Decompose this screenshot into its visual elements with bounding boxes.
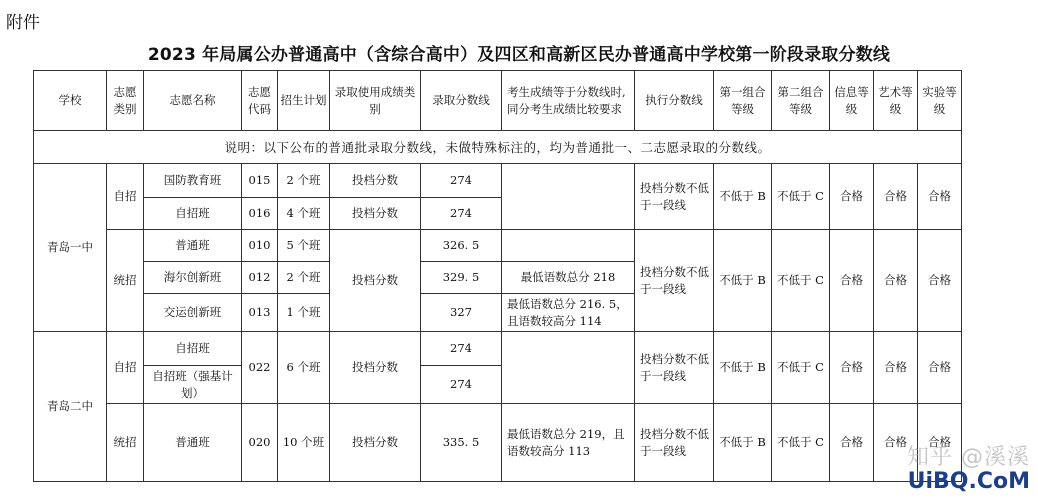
experiment-grade: 合格 [918, 230, 962, 332]
tie-break-rule: 最低语数总分 216. 5，且语数较高分 114 [502, 294, 635, 332]
col-header: 信息等级 [830, 71, 874, 131]
execution-score: 投档分数不低于一段线 [635, 164, 714, 230]
score-category: 投档分数 [330, 198, 421, 230]
header-row [34, 71, 962, 131]
admission-score: 329. 5 [421, 262, 502, 294]
col-header: 执行分数线 [635, 71, 714, 131]
enrollment-plan: 4 个班 [278, 198, 330, 230]
col-header: 第二组合等级 [772, 71, 830, 131]
grade-group-1: 不低于 B [714, 230, 772, 332]
program-code: 022 [242, 332, 278, 404]
execution-score: 投档分数不低于一段线 [635, 332, 714, 404]
admission-score: 274 [421, 332, 502, 366]
table-row [34, 230, 962, 262]
grade-group-1: 不低于 B [714, 164, 772, 230]
art-grade: 合格 [874, 230, 918, 332]
program-name: 国防教育班 [144, 164, 242, 198]
admission-type: 统招 [107, 230, 144, 332]
execution-score: 投档分数不低于一段线 [635, 230, 714, 332]
admission-type: 统招 [107, 404, 144, 482]
attachment-label: 附件 [6, 13, 40, 33]
table-row [34, 404, 962, 482]
score-category: 投档分数 [330, 404, 421, 482]
info-grade: 合格 [830, 230, 874, 332]
art-grade: 合格 [874, 164, 918, 230]
tie-break-rule [502, 164, 635, 230]
program-code: 016 [242, 198, 278, 230]
admission-score: 327 [421, 294, 502, 332]
col-header: 第一组合等级 [714, 71, 772, 131]
experiment-grade: 合格 [918, 164, 962, 230]
enrollment-plan: 6 个班 [278, 332, 330, 404]
tie-break-rule: 最低语数总分 218 [502, 262, 635, 294]
col-header: 志愿名称 [144, 71, 242, 131]
program-code: 013 [242, 294, 278, 332]
art-grade: 合格 [874, 332, 918, 404]
col-header: 志愿类别 [107, 71, 144, 131]
col-header: 学校 [34, 71, 107, 131]
score-category: 投档分数 [330, 230, 421, 332]
enrollment-plan: 10 个班 [278, 404, 330, 482]
admission-score: 274 [421, 164, 502, 198]
col-header: 录取使用成绩类别 [330, 71, 421, 131]
score-category: 投档分数 [330, 332, 421, 404]
table-row [34, 332, 962, 366]
col-header: 志愿代码 [242, 71, 278, 131]
experiment-grade: 合格 [918, 404, 962, 482]
score-category: 投档分数 [330, 164, 421, 198]
note-text: 说明：以下公布的普通批录取分数线，未做特殊标注的，均为普通批一、二志愿录取的分数线。 [34, 131, 962, 164]
tie-break-rule [502, 230, 635, 262]
admission-score: 274 [421, 198, 502, 230]
col-header: 实验等级 [918, 71, 962, 131]
admission-score: 335. 5 [421, 404, 502, 482]
program-name: 普通班 [144, 230, 242, 262]
admission-score: 326. 5 [421, 230, 502, 262]
program-name: 交运创新班 [144, 294, 242, 332]
enrollment-plan: 2 个班 [278, 262, 330, 294]
program-code: 020 [242, 404, 278, 482]
grade-group-2: 不低于 C [772, 332, 830, 404]
info-grade: 合格 [830, 164, 874, 230]
watermark-text: 知乎 @溪溪 [907, 445, 1030, 470]
info-grade: 合格 [830, 404, 874, 482]
program-name: 普通班 [144, 404, 242, 482]
watermark-logo: UiBQ.CoM [907, 469, 1030, 494]
grade-group-1: 不低于 B [714, 404, 772, 482]
grade-group-1: 不低于 B [714, 332, 772, 404]
admission-score-table [33, 70, 962, 482]
grade-group-2: 不低于 C [772, 404, 830, 482]
execution-score: 投档分数不低于一段线 [635, 404, 714, 482]
col-header: 招生计划 [278, 71, 330, 131]
tie-break-rule [502, 332, 635, 404]
grade-group-2: 不低于 C [772, 164, 830, 230]
program-name: 自招班 [144, 332, 242, 366]
program-name: 自招班 [144, 198, 242, 230]
enrollment-plan: 2 个班 [278, 164, 330, 198]
experiment-grade: 合格 [918, 332, 962, 404]
enrollment-plan: 1 个班 [278, 294, 330, 332]
note-row [34, 131, 962, 164]
admission-type: 自招 [107, 332, 144, 404]
page-title: 2023 年局属公办普通高中（含综合高中）及四区和高新区民办普通高中学校第一阶段录取分数线 [147, 45, 891, 65]
col-header: 录取分数线 [421, 71, 502, 131]
program-code: 015 [242, 164, 278, 198]
program-code: 010 [242, 230, 278, 262]
table-row [34, 164, 962, 198]
tie-break-rule: 最低语数总分 219，且语数较高分 113 [502, 404, 635, 482]
enrollment-plan: 5 个班 [278, 230, 330, 262]
grade-group-2: 不低于 C [772, 230, 830, 332]
school-name: 青岛一中 [34, 164, 107, 332]
art-grade: 合格 [874, 404, 918, 482]
col-header: 艺术等级 [874, 71, 918, 131]
program-code: 012 [242, 262, 278, 294]
school-name: 青岛二中 [34, 332, 107, 482]
program-name: 海尔创新班 [144, 262, 242, 294]
admission-score: 274 [421, 366, 502, 404]
program-name: 自招班（强基计划） [144, 366, 242, 404]
info-grade: 合格 [830, 332, 874, 404]
admission-type: 自招 [107, 164, 144, 230]
col-header: 考生成绩等于分数线时,同分考生成绩比较要求 [502, 71, 635, 131]
